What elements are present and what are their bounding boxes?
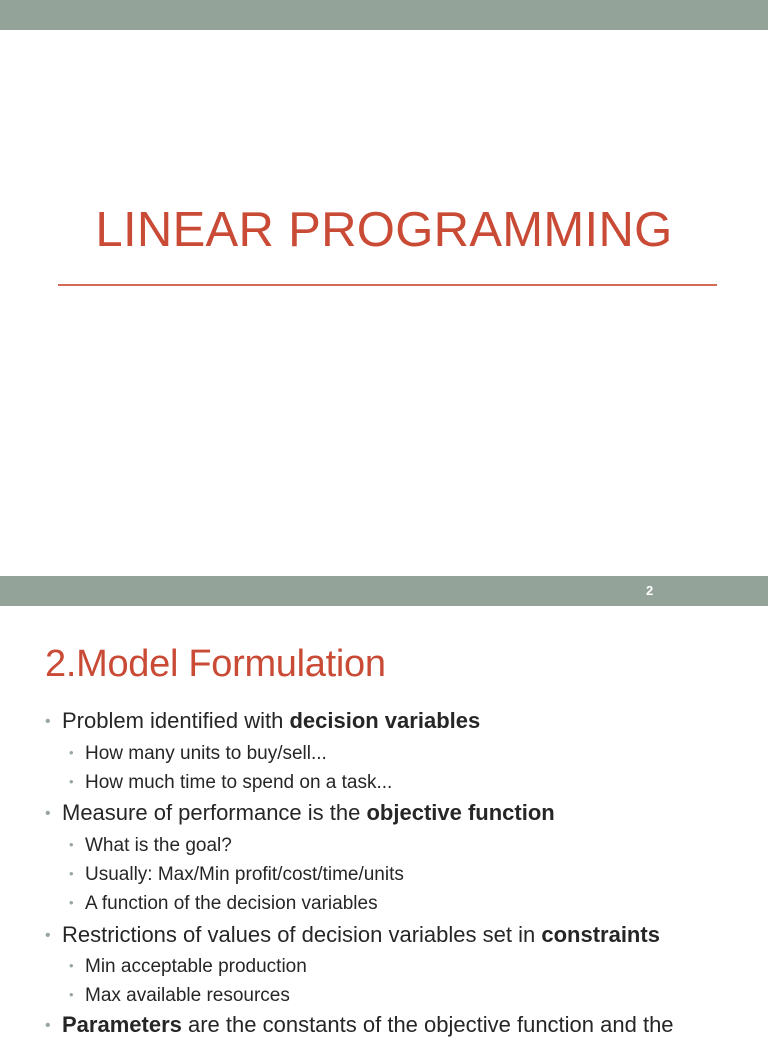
bullet-decision-variables: • Problem identified with decision variables [45, 706, 480, 737]
bullet-icon: • [45, 927, 51, 944]
bullet-icon: • [69, 895, 74, 910]
bullet-icon: • [69, 837, 74, 852]
title-underline [58, 284, 717, 286]
sub-bullet: • Usually: Max/Min profit/cost/time/units [69, 861, 404, 888]
sub-bullet: • Min acceptable production [69, 953, 307, 980]
title-slide [0, 30, 768, 576]
slide-heading: 2.Model Formulation [45, 643, 386, 685]
bullet-icon: • [69, 745, 74, 760]
bullet-constraints: • Restrictions of values of decision variables set in constraints [45, 920, 660, 951]
slide-title: LINEAR PROGRAMMING [95, 203, 673, 257]
sub-bullet: • How many units to buy/sell... [69, 740, 327, 767]
bullet-icon: • [69, 866, 74, 881]
bullet-icon: • [45, 1017, 51, 1034]
top-bar [0, 0, 768, 30]
sub-bullet: • A function of the decision variables [69, 890, 378, 917]
bullet-icon: • [69, 958, 74, 973]
page-number: 2 [646, 583, 654, 598]
bullet-icon: • [45, 713, 51, 730]
bullet-icon: • [69, 774, 74, 789]
bullet-objective-function: • Measure of performance is the objective function [45, 798, 555, 829]
bullet-icon: • [45, 805, 51, 822]
sub-bullet: • What is the goal? [69, 832, 232, 859]
bullet-parameters: • Parameters are the constants of the objective function and the [45, 1010, 674, 1041]
bullet-icon: • [69, 987, 74, 1002]
sub-bullet: • How much time to spend on a task... [69, 769, 392, 796]
sub-bullet: • Max available resources [69, 982, 290, 1009]
